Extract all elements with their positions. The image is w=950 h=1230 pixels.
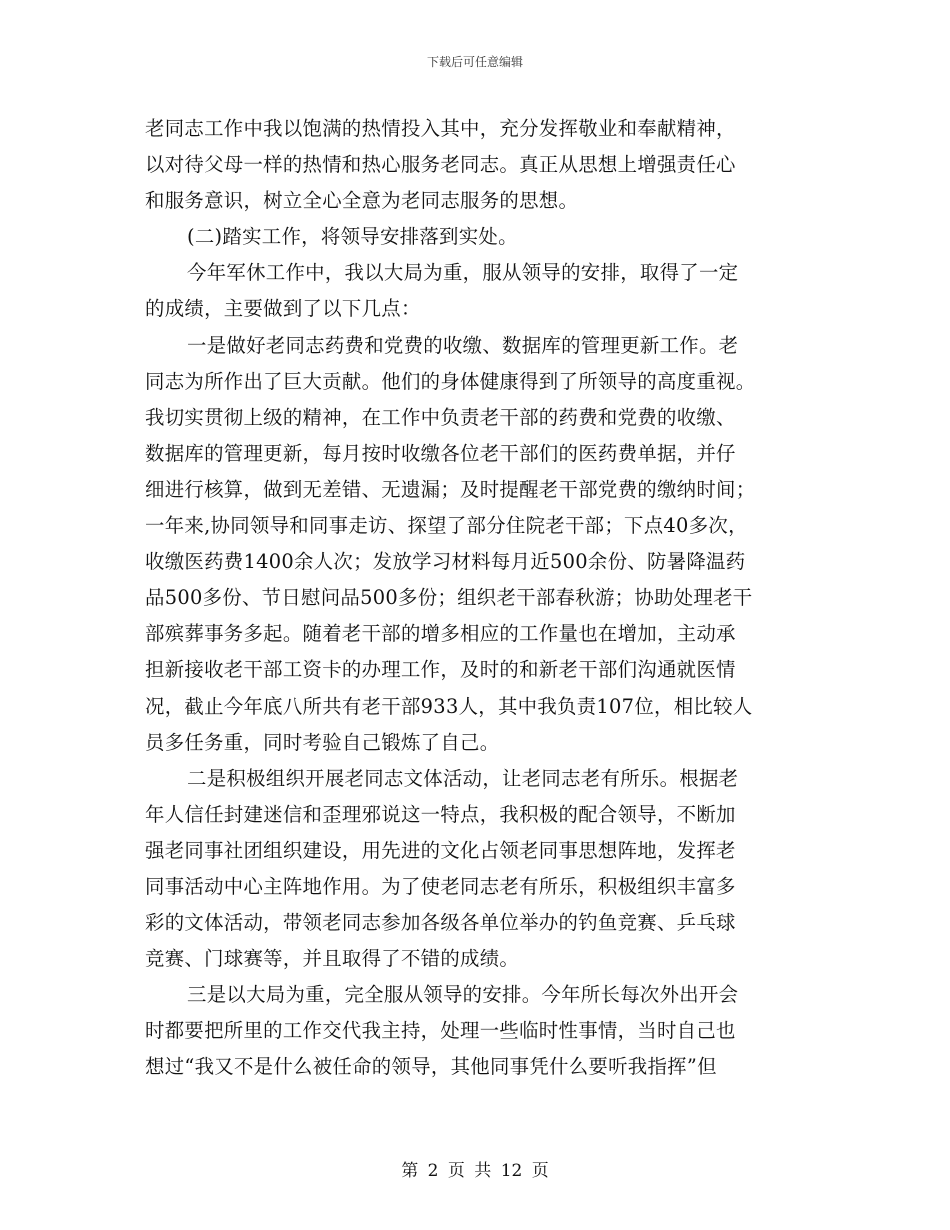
document-body [145, 111, 810, 1086]
page-header: 下载后可任意编辑 [426, 55, 523, 69]
text-line: 二是积极组织开展老同志文体活动，让老同志老有所乐。根据老 [187, 766, 739, 790]
text-line: 一是做好老同志药费和党费的收缴、数据库的管理更新工作。老 [187, 333, 739, 357]
text-line: 彩的文体活动，带领老同志参加各级各单位举办的钓鱼竞赛、乒乓球 [145, 911, 736, 935]
text-line: 竞赛、门球赛等，并且取得了不错的成绩。 [145, 947, 520, 971]
text-line: 细进行核算，做到无差错、无遗漏；及时提醒老干部党费的缴纳时间； [145, 477, 756, 501]
text-line: 数据库的管理更新，每月按时收缴各位老干部们的医药费单据，并仔 [145, 441, 736, 465]
text-line: 今年军休工作中，我以大局为重，服从领导的安排，取得了一定 [187, 261, 739, 285]
text-line: 和服务意识，树立全心全意为老同志服务的思想。 [145, 189, 579, 213]
text-line: 同事活动中心主阵地作用。为了使老同志老有所乐，积极组织丰富多 [145, 874, 736, 898]
text-line: 担新接收老干部工资卡的办理工作，及时的和新老干部们沟通就医情 [145, 658, 736, 682]
text-line: 以对待父母一样的热情和热心服务老同志。真正从思想上增强责任心 [145, 153, 736, 177]
text-line: 员多任务重，同时考验自己锻炼了自己。 [145, 730, 500, 754]
section-heading: (二)踏实工作，将领导安排落到实处。 [187, 225, 518, 249]
text-line: 三是以大局为重，完全服从领导的安排。今年所长每次外出开会 [187, 983, 739, 1007]
text-line: 我切实贯彻上级的精神，在工作中负责老干部的药费和党费的收缴、 [145, 405, 736, 429]
text-line: 年人信任封建迷信和歪理邪说这一特点，我积极的配合领导，不断加 [145, 802, 736, 826]
text-line: 品500多份、节日慰问品500多份；组织老干部春秋游；协助处理老干 [145, 586, 753, 610]
text-line: 同志为所作出了巨大贡献。他们的身体健康得到了所领导的高度重视。 [145, 369, 756, 393]
text-line: 况，截止今年底八所共有老干部933人，其中我负责107位，相比较人 [145, 694, 753, 718]
text-line: 一年来,协同领导和同事走访、探望了部分住院老干部；下点40多次， [145, 514, 748, 538]
text-line: 部殡葬事务多起。随着老干部的增多相应的工作量也在增加，主动承 [145, 622, 736, 646]
text-line: 收缴医药费1400余人次；发放学习材料每月近500余份、防暑降温药 [145, 550, 746, 574]
text-line: 的成绩，主要做到了以下几点： [145, 297, 421, 321]
page-number-footer: 第 2 页 共 12 页 [401, 1161, 549, 1181]
text-line: 时都要把所里的工作交代我主持，处理一些临时性事情，当时自己也 [145, 1019, 736, 1043]
text-line: 强老同事社团组织建设，用先进的文化占领老同事思想阵地，发挥老 [145, 838, 736, 862]
text-line: 老同志工作中我以饱满的热情投入其中，充分发挥敬业和奉献精神， [145, 117, 736, 140]
text-line: 想过“我又不是什么被任命的领导，其他同事凭什么要听我指挥”但 [145, 1055, 717, 1079]
